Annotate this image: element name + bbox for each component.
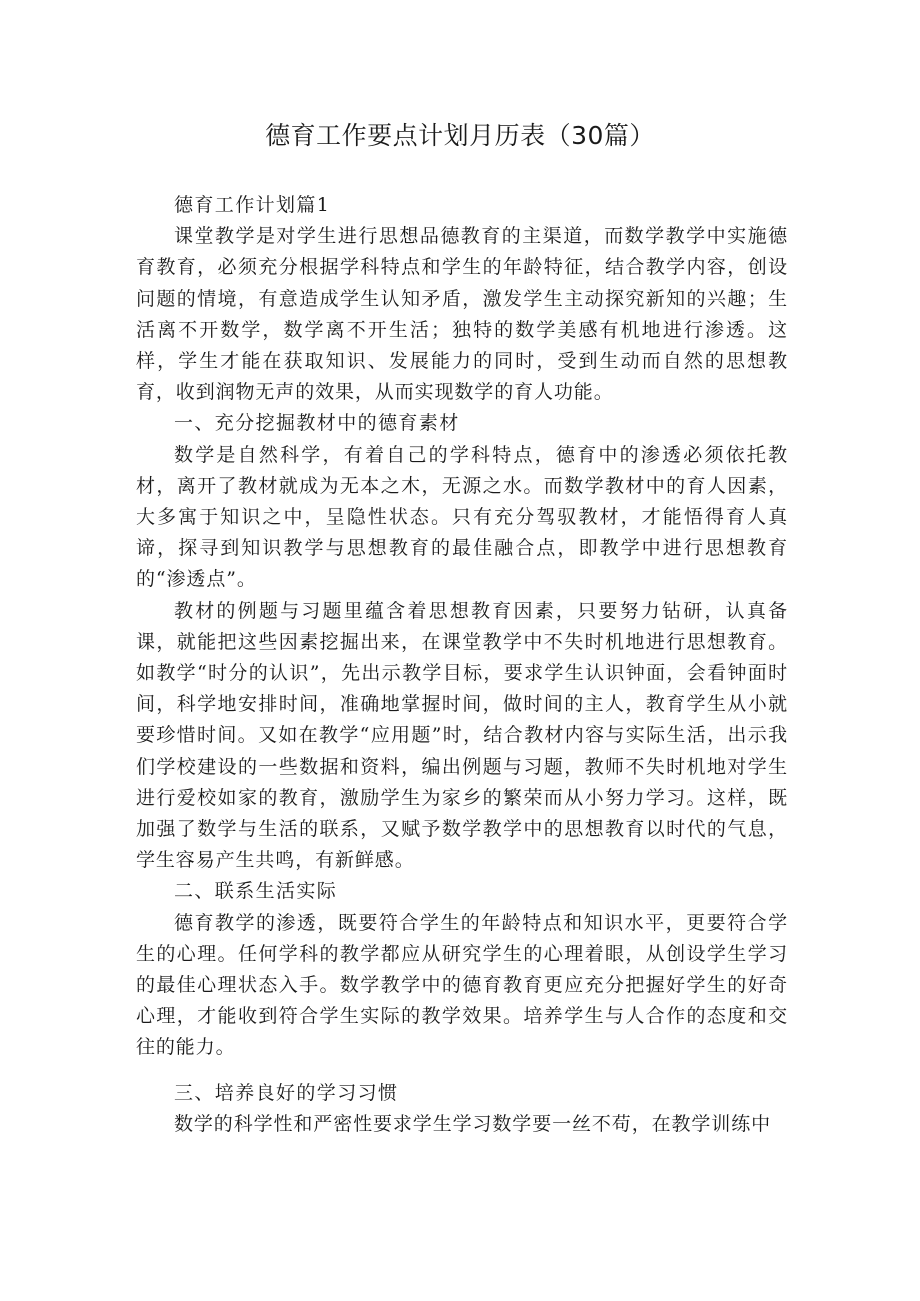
paragraph-intro: 课堂教学是对学生进行思想品德教育的主渠道，而数学教学中实施德育教育，必须充分根据学科特点和学生的年龄特征，结合教学内容，创设问题的情境，有意造成学生认知矛盾，激发学生主动探究新知的兴趣；生活离不开数学，数学离不开生活；独特的数学美感有机地进行渗透。这样，学生才能在获取知识、发展能力的同时，受到生动而自然的思想教育，收到润物无声的效果，从而实现数学的育人功能。 <box>136 225 788 404</box>
section-title: 德育工作计划篇1 <box>174 194 331 216</box>
paragraph: 教材的例题与习题里蕴含着思想教育因素，只要努力钻研，认真备课，就能把这些因素挖掘出来，在课堂教学中不失时机地进行思想教育。如教学“时分的认识”，先出示教学目标，要求学生认识钟面，会看钟面时间，科学地安排时间，准确地掌握时间，做时间的主人，教育学生从小就要珍惜时间。又如在教学“应用题”时，结合教材内容与实际生活，出示我们学校建设的一些数据和资料，编出例题与习题，教师不失时机地对学生进行爱校如家的教育，激励学生为家乡的繁荣而从小努力学习。这样，既加强了数学与生活的联系，又赋予数学教学中的思想教育以时代的气息，学生容易产生共鸣，有新鲜感。 <box>136 599 788 872</box>
paragraph: 德育教学的渗透，既要符合学生的年龄特点和知识水平，更要符合学生的心理。任何学科的教学都应从研究学生的心理着眼，从创设学生学习的最佳心理状态入手。数学教学中的德育教育更应充分把握好学生的好奇心理，才能收到符合学生实际的教学效果。培养学生与人合作的态度和交往的能力。 <box>136 911 788 1059</box>
heading-one: 一、充分挖掘教材中的德育素材 <box>174 412 460 435</box>
paragraph: 数学是自然科学，有着自己的学科特点，德育中的渗透必须依托教材，离开了教材就成为无本之木，无源之水。而数学教材中的育人因素，大多寓于知识之中，呈隐性状态。只有充分驾驭教材，才能悟得育人真谛，探寻到知识教学与思想教育的最佳融合点，即教学中进行思想教育的“渗透点”。 <box>136 443 788 591</box>
paragraph: 数学的科学性和严密性要求学生学习数学要一丝不苟，在教学训练中 <box>174 1112 772 1135</box>
document-title: 德育工作要点计划月历表（30篇） <box>265 121 655 150</box>
heading-two: 二、联系生活实际 <box>174 880 338 903</box>
heading-three: 三、培养良好的学习习惯 <box>174 1081 399 1104</box>
document-body <box>136 190 788 1140</box>
